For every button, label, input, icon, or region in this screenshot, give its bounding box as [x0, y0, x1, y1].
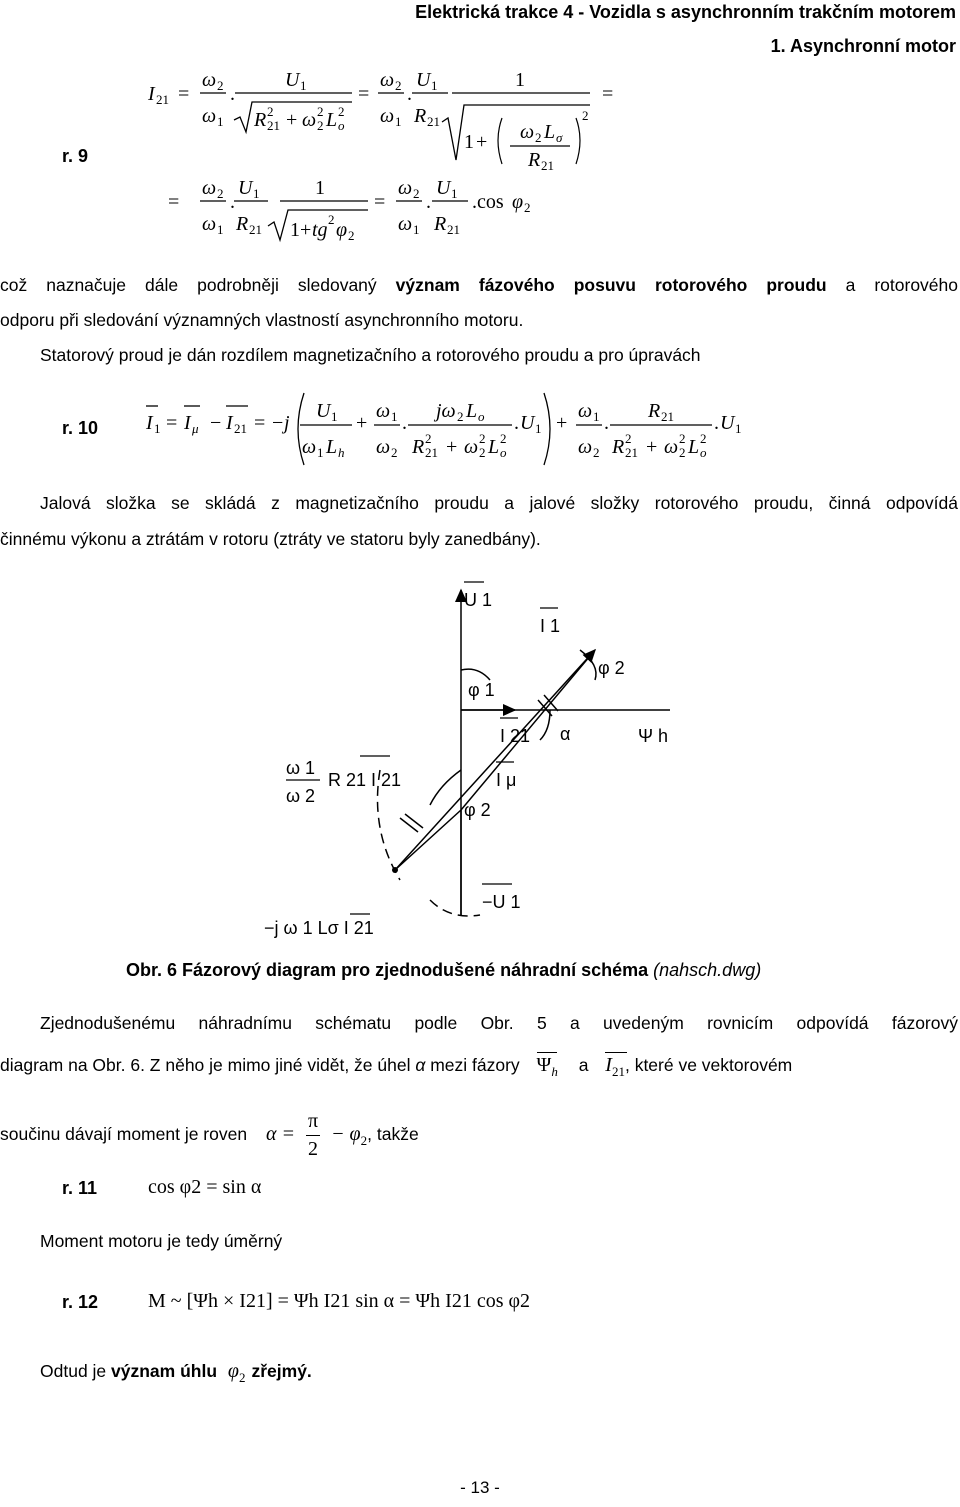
svg-text:o: o [500, 445, 507, 460]
svg-text:=: = [254, 412, 266, 434]
para5: Moment motoru je tedy úměrný [40, 1231, 283, 1251]
svg-text:R: R [414, 105, 427, 127]
svg-text:=: = [168, 191, 180, 213]
header-subtitle: 1. Asynchronní motor [770, 36, 956, 56]
svg-text:U: U [316, 400, 331, 422]
svg-text:21: 21 [234, 421, 247, 436]
svg-text:1: 1 [154, 421, 161, 436]
svg-text:1: 1 [391, 409, 398, 424]
svg-text:1: 1 [317, 445, 324, 460]
svg-text:1: 1 [735, 421, 742, 436]
svg-text:L: L [688, 436, 700, 458]
eq10-label: r. 10 [62, 418, 99, 438]
i21-symbol: $I_{21}$ [605, 1054, 625, 1076]
para3-line2: činnému výkonu a ztrátám v rotoru (ztráty ve statoru byly zanedbány). [0, 529, 541, 549]
jwli21-label: −j ω 1 Lσ I 21 [264, 918, 374, 938]
svg-text:.: . [604, 412, 609, 434]
svg-text:U: U [238, 177, 253, 199]
svg-text:2: 2 [348, 228, 355, 243]
svg-text:R: R [648, 400, 661, 422]
svg-text:.: . [230, 191, 235, 213]
svg-text:2: 2 [413, 186, 420, 201]
svg-text:+: + [356, 412, 368, 434]
svg-text:ω: ω [380, 105, 395, 127]
phasor-diagram [250, 570, 700, 950]
svg-text:−: − [210, 412, 222, 434]
svg-text:ω: ω [376, 400, 391, 422]
svg-text:2: 2 [524, 200, 531, 215]
svg-text:ω: ω [578, 400, 593, 422]
psi-h-label: Ψ h [638, 726, 669, 746]
svg-text:1: 1 [395, 114, 402, 129]
phi1-arc [461, 669, 490, 680]
alpha-label: α [560, 724, 571, 744]
para2: Statorový proud je dán rozdílem magnetizačního a rotorového proudu a pro úpravách [40, 345, 701, 365]
svg-text:U: U [720, 412, 735, 434]
svg-text:jω: jω [436, 400, 456, 422]
minus-u1-label: −U 1 [482, 892, 521, 912]
svg-text:.: . [407, 83, 412, 105]
i21-label: I 21 [500, 726, 531, 746]
svg-text:+: + [286, 109, 298, 131]
svg-text:21: 21 [625, 445, 638, 460]
header-title: Elektrická trakce 4 - Vozidla s asynchronním trakčním motorem [415, 2, 956, 22]
svg-text:1: 1 [217, 114, 224, 129]
svg-text:R: R [236, 213, 249, 235]
svg-text:2: 2 [500, 431, 507, 446]
svg-text:=: = [166, 412, 178, 434]
svg-text:ω: ω [202, 105, 217, 127]
svg-text:21: 21 [541, 158, 554, 173]
svg-text:ω: ω [302, 436, 317, 458]
svg-text:=: = [358, 83, 370, 105]
svg-text:I: I [226, 412, 233, 434]
svg-text:2: 2 [425, 431, 432, 446]
i-mu-label: I μ [496, 770, 517, 790]
svg-text:U: U [436, 177, 451, 199]
svg-text:.: . [402, 412, 407, 434]
svg-text:−: − [272, 412, 284, 434]
svg-text:1: 1 [253, 186, 260, 201]
svg-text:o: o [338, 118, 345, 133]
svg-text:+: + [646, 436, 658, 458]
svg-text:U: U [285, 69, 300, 91]
svg-text:φ: φ [512, 191, 524, 213]
svg-text:1: 1 [413, 222, 420, 237]
svg-text:ω: ω [398, 177, 413, 199]
svg-text:.: . [714, 412, 719, 434]
para4-line2: diagram na Obr. 6. Z něho je mimo jiné vidět, že úhel α mezi fázory $\Psi_h$ a $I_{21}$, které ve vektorovém [0, 1054, 793, 1079]
svg-text:+: + [476, 131, 488, 153]
equation-12: M ~ [Ψh × I21] = Ψh I21 sin α = Ψh I21 cos φ2 [148, 1290, 531, 1312]
svg-text:L: L [544, 121, 556, 143]
svg-text:21: 21 [249, 222, 262, 237]
svg-text:μ: μ [192, 421, 199, 436]
svg-text:1+: 1+ [290, 219, 312, 241]
svg-text:ω: ω [578, 436, 593, 458]
para1-line1: což naznačuje dále podrobněji sledovaný význam fázového posuvu rotorového proudu a rotorového [0, 275, 959, 295]
svg-text:=: = [374, 191, 386, 213]
eq11-label: r. 11 [62, 1178, 98, 1198]
svg-text:2: 2 [679, 445, 686, 460]
svg-text:.: . [514, 412, 519, 434]
svg-text:=: = [602, 83, 614, 105]
eq9-label: r. 9 [62, 146, 89, 166]
svg-text:R: R [434, 213, 447, 235]
para1-line2: odporu při sledování významných vlastností asynchronního motoru. [0, 310, 524, 330]
svg-text:2: 2 [457, 409, 464, 424]
svg-text:I: I [146, 412, 153, 434]
phi2-top-label: φ 2 [598, 658, 625, 678]
svg-text:j: j [284, 412, 290, 434]
svg-text:ω: ω [302, 109, 317, 131]
svg-text:U: U [416, 69, 431, 91]
svg-text:ω: ω [464, 436, 479, 458]
svg-text:1: 1 [515, 69, 525, 91]
para3-line1: Jalová složka se skládá z magnetizačního proudu a jalové složky rotorového proudu, činná odpovídá [40, 493, 958, 513]
svg-text:21: 21 [425, 445, 438, 460]
omega1-label: ω 1 [286, 758, 316, 778]
svg-text:21: 21 [447, 222, 460, 237]
u1-label: U 1 [464, 590, 493, 610]
svg-text:2: 2 [267, 104, 274, 119]
svg-text:=: = [178, 83, 190, 105]
equation-10 [140, 385, 880, 475]
svg-text:L: L [488, 436, 500, 458]
svg-text:I: I [148, 83, 155, 105]
svg-text:2: 2 [679, 431, 686, 446]
svg-text:2: 2 [217, 78, 224, 93]
svg-text:ω: ω [398, 213, 413, 235]
svg-text:2: 2 [700, 431, 707, 446]
i1-phasor [395, 650, 595, 870]
svg-text:h: h [338, 445, 345, 460]
svg-text:1: 1 [331, 409, 338, 424]
svg-text:21: 21 [427, 114, 440, 129]
svg-text:1: 1 [300, 78, 307, 93]
para6: Odtud je význam úhlu $\varphi_2$ zřejmý. [40, 1360, 312, 1385]
svg-text:ω: ω [664, 436, 679, 458]
svg-text:φ: φ [336, 219, 348, 241]
svg-text:2: 2 [479, 445, 486, 460]
i1-label: I 1 [540, 616, 561, 636]
equation-9 [130, 60, 630, 245]
svg-text:ω: ω [380, 69, 395, 91]
svg-text:1: 1 [217, 222, 224, 237]
svg-text:σ: σ [556, 130, 563, 145]
phi1-label: φ 1 [468, 680, 495, 700]
figure-caption: Obr. 6 Fázorový diagram pro zjednodušené náhradní schéma (nahsch.dwg) [126, 960, 762, 980]
svg-text:ω: ω [202, 213, 217, 235]
alpha-equation: α = $\frac{\pi}{2}$ − $\varphi_2$ [265, 1110, 368, 1160]
phi2-arc-low [430, 770, 461, 805]
equation-11: cos φ2 = sin α [148, 1176, 262, 1198]
svg-text:1: 1 [535, 421, 542, 436]
svg-text:2: 2 [338, 104, 345, 119]
svg-text:1: 1 [431, 78, 438, 93]
svg-text:ω: ω [376, 436, 391, 458]
svg-text:2: 2 [391, 445, 398, 460]
svg-text:L: L [466, 400, 478, 422]
svg-text:o: o [478, 409, 485, 424]
page-number: - 13 - [460, 1478, 500, 1497]
svg-text:.: . [230, 83, 235, 105]
r21i21-label: R 21 I 21 [328, 770, 402, 790]
svg-text:2: 2 [593, 445, 600, 460]
svg-text:2: 2 [625, 431, 632, 446]
svg-text:+: + [556, 412, 568, 434]
svg-text:ω: ω [202, 69, 217, 91]
svg-text:21: 21 [661, 409, 674, 424]
svg-text:R: R [612, 436, 625, 458]
svg-text:ω: ω [520, 121, 535, 143]
svg-text:21: 21 [156, 92, 169, 107]
svg-text:L: L [326, 436, 338, 458]
svg-text:21: 21 [267, 118, 280, 133]
svg-text:I: I [184, 412, 191, 434]
phi2-low-label: φ 2 [464, 800, 491, 820]
svg-text:.cos: .cos [472, 191, 504, 213]
svg-text:2: 2 [582, 108, 589, 123]
svg-text:1: 1 [451, 186, 458, 201]
svg-text:2: 2 [317, 118, 324, 133]
svg-text:U: U [520, 412, 535, 434]
svg-text:2: 2 [479, 431, 486, 446]
svg-text:.: . [426, 191, 431, 213]
svg-text:+: + [446, 436, 458, 458]
svg-text:1: 1 [464, 131, 474, 153]
svg-text:2: 2 [535, 130, 542, 145]
svg-text:ω: ω [202, 177, 217, 199]
svg-text:2: 2 [217, 186, 224, 201]
psi-h-symbol: $\Psi_h$ [536, 1054, 558, 1079]
svg-text:o: o [700, 445, 707, 460]
svg-text:tg: tg [312, 219, 328, 241]
svg-text:2: 2 [317, 104, 324, 119]
para4-line1: Zjednodušenému náhradnímu schématu podle Obr. 5 a uvedeným rovnicím odpovídá fázorový [40, 1013, 958, 1033]
svg-text:2: 2 [328, 212, 335, 227]
svg-text:L: L [326, 109, 338, 131]
omega2-label: ω 2 [286, 786, 316, 806]
svg-text:R: R [254, 109, 267, 131]
para4-line3: součinu dávají moment je roven α = $\frac{\pi}{2}$ − $\varphi_2$, takže [0, 1108, 958, 1163]
jwli21-phasor [395, 810, 461, 870]
svg-text:1: 1 [593, 409, 600, 424]
eq12-label: r. 12 [62, 1292, 99, 1312]
svg-text:2: 2 [395, 78, 402, 93]
svg-text:R: R [528, 149, 541, 171]
svg-text:1: 1 [315, 177, 325, 199]
svg-text:R: R [412, 436, 425, 458]
